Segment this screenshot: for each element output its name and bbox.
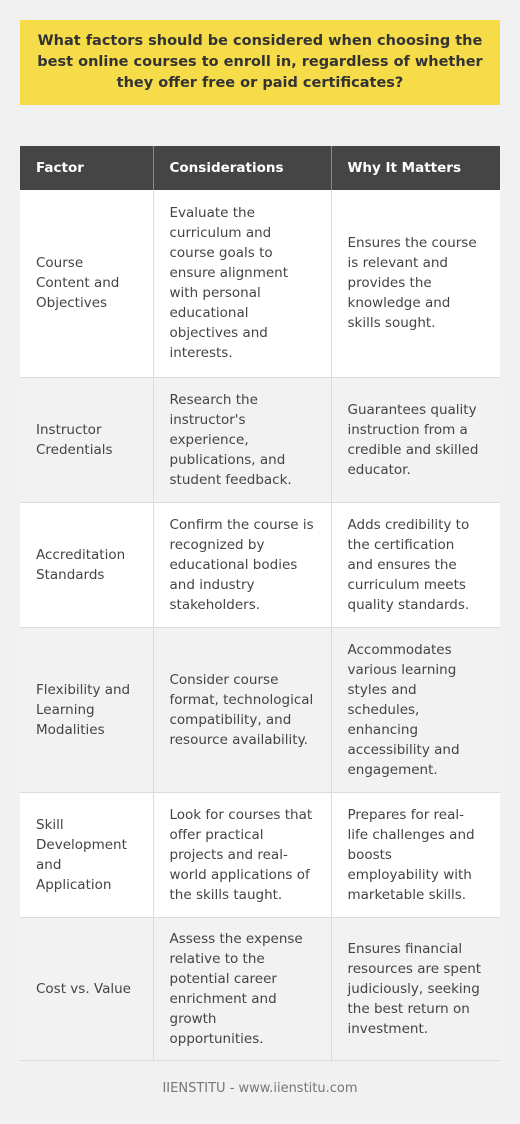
factor-cell: Flexibility and Learning Modalities — [20, 627, 153, 792]
table-row — [20, 792, 500, 917]
table-row — [20, 377, 500, 502]
factor-cell: Course Content and Objectives — [20, 190, 153, 377]
table-row — [20, 917, 500, 1060]
table-header-row — [20, 146, 500, 190]
considerations-cell: Look for courses that offer practical projects and real-world applications of the skills taught. — [153, 792, 331, 917]
considerations-cell: Assess the expense relative to the potential career enrichment and growth opportunities. — [153, 917, 331, 1060]
why-it-matters-cell: Ensures the course is relevant and provides the knowledge and skills sought. — [331, 190, 500, 377]
why-it-matters-cell: Guarantees quality instruction from a credible and skilled educator. — [331, 377, 500, 502]
factor-cell: Accreditation Standards — [20, 502, 153, 627]
footer-credit: IIENSTITU - www.iienstitu.com — [162, 1081, 358, 1096]
column-header-why-it-matters: Why It Matters — [331, 146, 500, 190]
column-header-considerations: Considerations — [153, 146, 331, 190]
table-row — [20, 502, 500, 627]
table-row — [20, 627, 500, 792]
factor-cell: Skill Development and Application — [20, 792, 153, 917]
considerations-cell: Consider course format, technological compatibility, and resource availability. — [153, 627, 331, 792]
why-it-matters-cell: Prepares for real-life challenges and boosts employability with marketable skills. — [331, 792, 500, 917]
why-it-matters-cell: Adds credibility to the certification and ensures the curriculum meets quality standards. — [331, 502, 500, 627]
considerations-cell: Research the instructor's experience, publications, and student feedback. — [153, 377, 331, 502]
page-title: What factors should be considered when choosing the best online courses to enroll in, regardless of whether they offer free or paid certificates? — [37, 33, 483, 91]
table-row — [20, 190, 500, 377]
title-banner — [20, 20, 500, 105]
considerations-cell: Confirm the course is recognized by educational bodies and industry stakeholders. — [153, 502, 331, 627]
factor-cell: Instructor Credentials — [20, 377, 153, 502]
considerations-cell: Evaluate the curriculum and course goals to ensure alignment with personal educational objectives and interests. — [153, 190, 331, 377]
column-header-factor: Factor — [20, 146, 153, 190]
why-it-matters-cell: Ensures financial resources are spent judiciously, seeking the best return on investment. — [331, 917, 500, 1060]
factors-table — [20, 146, 500, 1061]
factor-cell: Cost vs. Value — [20, 917, 153, 1060]
why-it-matters-cell: Accommodates various learning styles and schedules, enhancing accessibility and engagement. — [331, 627, 500, 792]
